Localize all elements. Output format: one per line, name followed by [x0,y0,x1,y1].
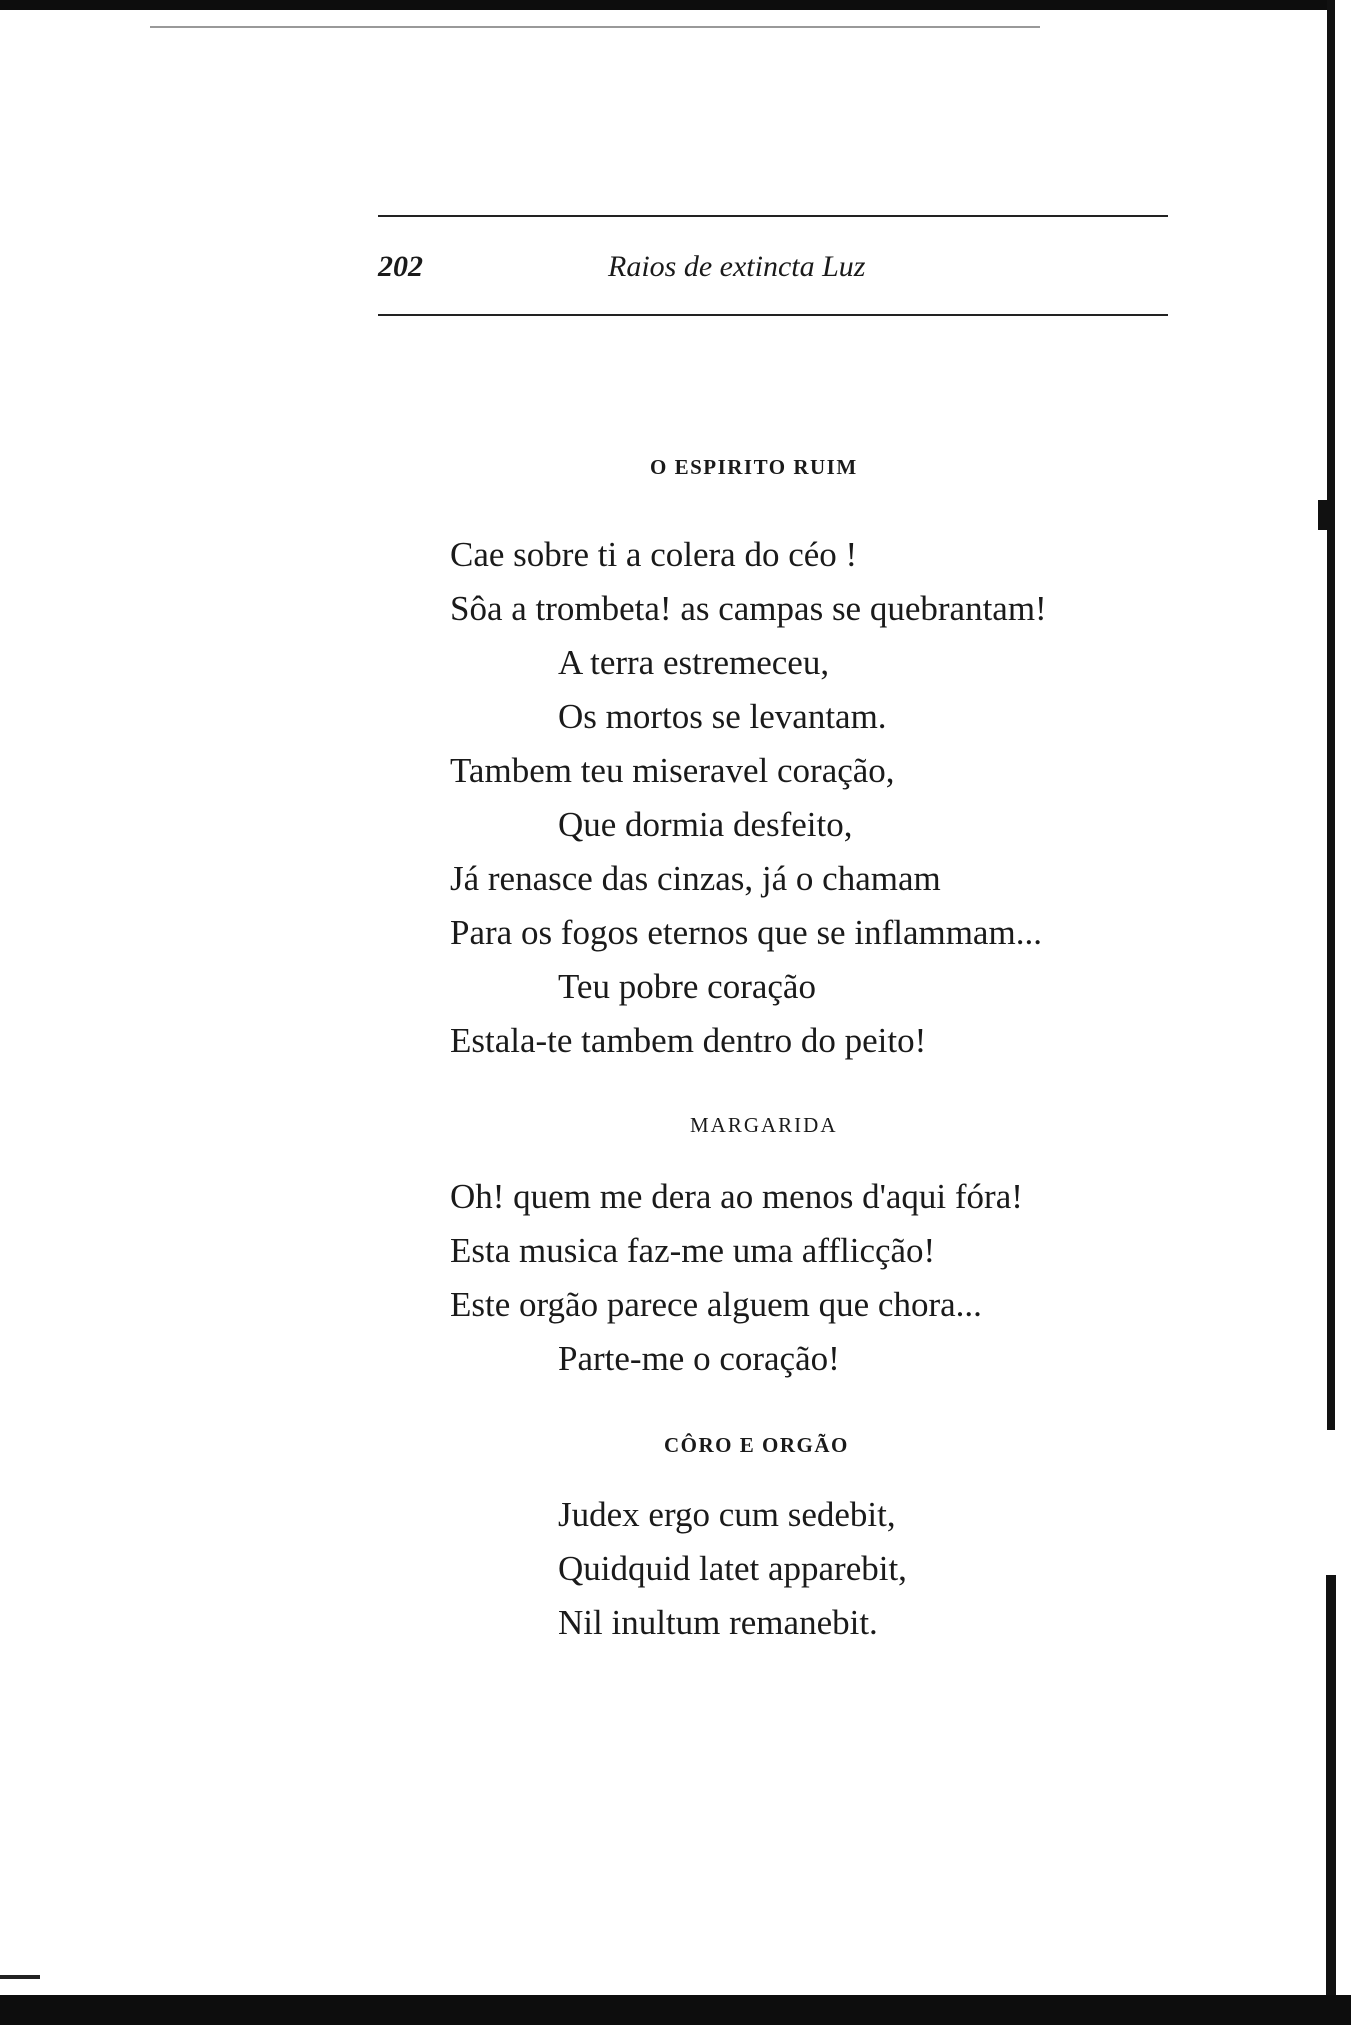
scan-line-top [150,26,1040,28]
scan-border-right-lower [1326,1575,1336,2005]
verse-line: Tambem teu miseravel coração, [450,751,895,790]
running-title: Raios de extincta Luz [608,250,866,283]
speaker-heading: O ESPIRITO RUIM [650,455,858,479]
header-rule-bottom [378,314,1168,316]
verse-line: Esta musica faz-me uma afflicção! [450,1231,936,1270]
verse-line: Oh! quem me dera ao menos d'aqui fóra! [450,1177,1023,1216]
scan-border-bottom [0,1995,1351,2025]
verse-line: Teu pobre coração [558,967,816,1006]
verse-line: Nil inultum remanebit. [558,1603,878,1642]
scan-border-top [0,0,1330,10]
verse-block [450,528,1047,1068]
scan-border-right [1327,0,1335,1430]
verse-line: Judex ergo cum sedebit, [558,1495,896,1534]
verse-block [450,1170,1023,1386]
verse-line: Para os fogos eternos que se inflammam... [450,913,1042,952]
scan-border-notch [1318,500,1332,530]
verse-line: Sôa a trombeta! as campas se quebrantam! [450,589,1047,628]
speaker-heading: CÔRO E ORGÃO [664,1433,849,1457]
verse-line: Os mortos se levantam. [558,697,887,736]
running-head [378,250,1168,294]
page-number: 202 [378,250,423,283]
verse-line: Que dormia desfeito, [558,805,853,844]
verse-block [558,1488,907,1650]
header-rule-top [378,215,1168,217]
verse-line: Quidquid latet apparebit, [558,1549,907,1588]
verse-line: Este orgão parece alguem que chora... [450,1285,982,1324]
verse-line: A terra estremeceu, [558,643,830,682]
verse-line: Parte-me o coração! [558,1339,840,1378]
verse-line: Já renasce das cinzas, já o chamam [450,859,941,898]
speaker-heading: MARGARIDA [690,1113,838,1137]
verse-line: Estala-te tambem dentro do peito! [450,1021,927,1060]
verse-line: Cae sobre ti a colera do céo ! [450,535,858,574]
scan-mark-bottom-left [0,1975,40,1979]
